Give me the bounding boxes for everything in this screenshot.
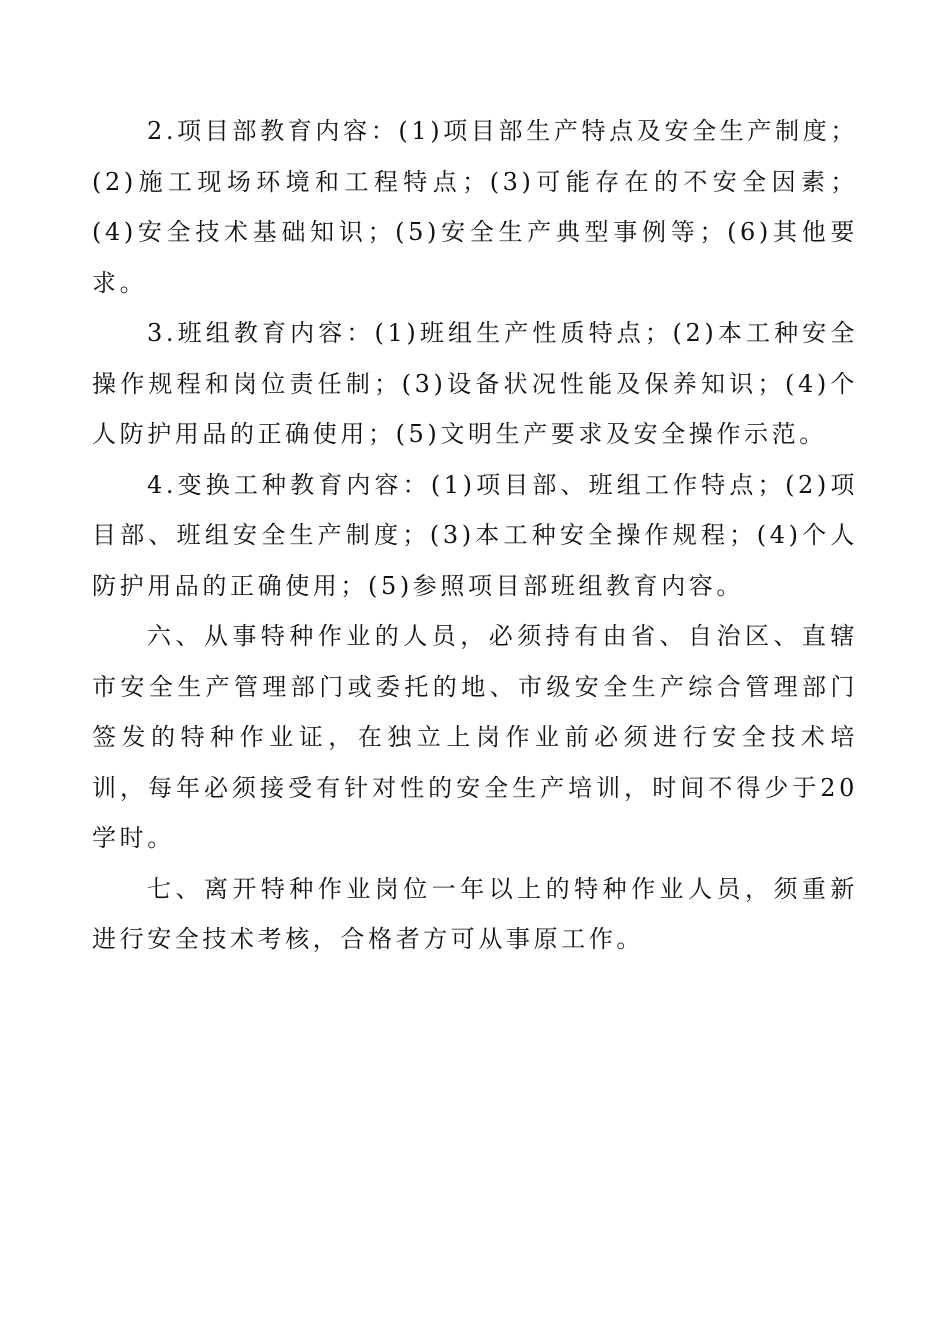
paragraph-job-change-education: 4.变换工种教育内容：(1)项目部、班组工作特点；(2)项目部、班组安全生产制度；(3)本工种安全操作规程；(4)个人防护用品的正确使用；(5)参照项目部班组教育内容。 (92, 470, 858, 600)
paragraph-special-operations: 六、从事特种作业的人员，必须持有由省、自治区、直辖市安全生产管理部门或委托的地、市级安全生产综合管理部门签发的特种作业证，在独立上岗作业前必须进行安全技术培训，每年必须接受有针对性的安全生产培训，时间不得少于20学时。 (92, 622, 858, 852)
document-body (92, 106, 858, 965)
paragraph-team-education: 3.班组教育内容：(1)班组生产性质特点；(2)本工种安全操作规程和岗位责任制；(3)设备状况性能及保养知识；(4)个人防护用品的正确使用；(5)文明生产要求及安全操作示范。 (92, 319, 858, 448)
paragraph-reassessment: 七、离开特种作业岗位一年以上的特种作业人员，须重新进行安全技术考核，合格者方可从事原工作。 (92, 874, 858, 953)
paragraph-project-education: 2.项目部教育内容：(1)项目部生产特点及安全生产制度；(2)施工现场环境和工程特点；(3)可能存在的不安全因素；(4)安全技术基础知识；(5)安全生产典型事例等；(6)其他要求。 (92, 117, 858, 297)
